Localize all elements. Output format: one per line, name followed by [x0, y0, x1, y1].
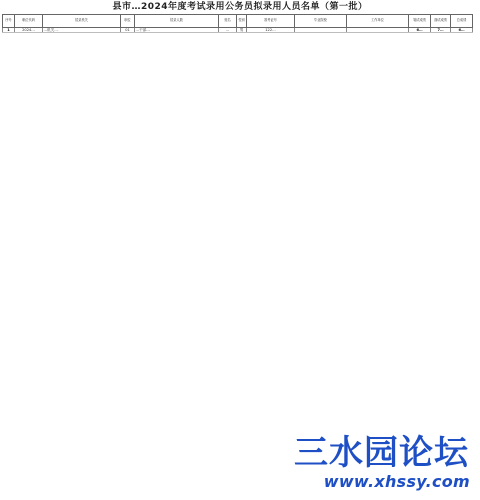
- column-header: 工作单位: [347, 15, 409, 28]
- table-cell: 7…: [431, 28, 451, 33]
- column-header: 总成绩: [451, 15, 473, 28]
- column-header: 笔试成绩: [409, 15, 431, 28]
- column-header: 毕业院校: [295, 15, 347, 28]
- column-header: 职位代码: [15, 15, 43, 28]
- table-cell: 01: [121, 28, 135, 33]
- watermark-char: 论: [399, 433, 433, 473]
- roster-body: [3, 28, 473, 33]
- watermark-char: 水: [329, 433, 363, 473]
- column-header: 序号: [3, 15, 15, 28]
- watermark-char: 园: [364, 433, 398, 473]
- table-cell: 男: [237, 28, 247, 33]
- column-header: 性别: [237, 15, 247, 28]
- table-cell: [347, 28, 409, 33]
- watermark-url: www.xhssy.com: [323, 472, 470, 491]
- column-header: 招录机关: [43, 15, 121, 28]
- table-cell: …干部…: [135, 28, 219, 33]
- table-cell: 1: [3, 28, 15, 33]
- column-header: 招录人数: [135, 15, 219, 28]
- table-cell: 2024…: [15, 28, 43, 33]
- table-cell: 122…: [247, 28, 295, 33]
- header-row: [3, 15, 473, 28]
- watermark-char: 坛: [434, 433, 468, 473]
- table-cell: …机关…: [43, 28, 121, 33]
- table-cell: …: [219, 28, 237, 33]
- column-header: 姓名: [219, 15, 237, 28]
- table-cell: 6…: [409, 28, 431, 33]
- watermark-brand: [294, 434, 468, 472]
- roster-table: [2, 14, 473, 33]
- column-header: 面试成绩: [431, 15, 451, 28]
- table-cell: [295, 28, 347, 33]
- watermark: [294, 433, 476, 494]
- table-row: [3, 28, 473, 33]
- table-cell: 6…: [451, 28, 473, 33]
- roster-table-container: [2, 14, 472, 33]
- page-title: 县市…2024年度考试录用公务员拟录用人员名单（第一批）: [112, 2, 368, 12]
- column-header: 职位: [121, 15, 135, 28]
- watermark-char: 三: [294, 433, 328, 473]
- column-header: 准考证号: [247, 15, 295, 28]
